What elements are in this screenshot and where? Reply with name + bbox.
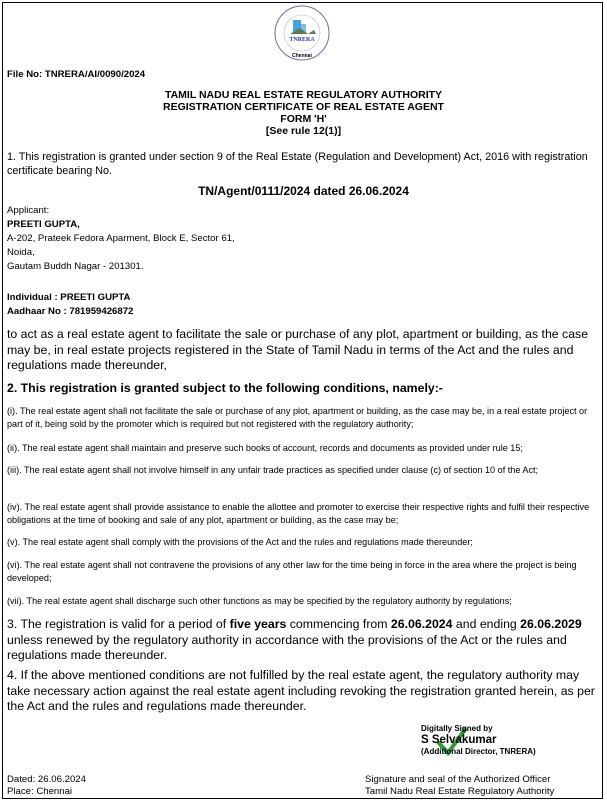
address-line: Noida,: [7, 247, 35, 258]
address-line: A-202, Prateek Fedora Aparment, Block E, Sector 61,: [7, 233, 235, 244]
title-line: TAMIL NADU REAL ESTATE REGULATORY AUTHORITY: [164, 89, 443, 101]
place: Place: Chennai: [7, 786, 73, 797]
validity-paragraph: [7, 617, 597, 664]
individual-name: Individual : PREETI GUPTA: [7, 292, 131, 303]
tnrera-logo: [266, 2, 338, 66]
file-number: File No: TNRERA/AI/0090/2024: [7, 69, 146, 80]
authorized-signature-block: [365, 774, 554, 798]
dated: Dated: 26.06.2024: [7, 774, 86, 785]
text: 3. The registration is valid for a period of: [7, 617, 230, 631]
aadhaar-number: Aadhaar No : 781959426872: [7, 306, 134, 317]
signature-label: Signature and seal of the Authorized Officer: [365, 774, 551, 785]
svg-text:TNRERA: TNRERA: [289, 37, 315, 43]
certificate-title: [0, 89, 607, 137]
digital-signature: [421, 724, 536, 757]
condition-item: (ii). The real estate agent shall maintain and preserve such books of account, records and documents as provided under rule 15;: [7, 443, 523, 453]
title-line: REGISTRATION CERTIFICATE OF REAL ESTATE AGENT: [163, 101, 444, 113]
applicant-name: PREETI GUPTA,: [7, 219, 80, 230]
applicant-label: Applicant:: [7, 205, 50, 216]
condition-item: (i). The real estate agent shall not facilitate the sale or purchase of any plot, apartment or building, as the case may be, in a real estate project or part of it, being sold by the promoter which is required but not registered with the regulatory authority;: [7, 406, 588, 429]
signed-by-label: Digitally Signed by: [421, 724, 493, 733]
signature-org: Tamil Nadu Real Estate Regulatory Authority: [365, 786, 555, 797]
validity-period: five years: [229, 617, 287, 631]
registration-number: TN/Agent/0111/2024 dated 26.06.2024: [198, 184, 409, 198]
conditions-heading: 2. This registration is granted subject to the following conditions, namely:-: [7, 381, 443, 395]
signer-designation: (Additional Director, TNRERA): [421, 747, 536, 756]
condition-item: (vii). The real estate agent shall discharge such other functions as may be specified by the regulatory authority by regulations;: [7, 596, 512, 606]
registration-paragraph: 1. This registration is granted under section 9 of the Real Estate (Regulation and Development) Act, 2016 with registration certificate bearing No.: [7, 151, 588, 177]
condition-item: (iii). The real estate agent shall not involve himself in any unfair trade practices as specified under clause (c) of section 10 of the Act;: [7, 465, 539, 475]
title-line: FORM 'H': [280, 113, 327, 125]
condition-item: (v). The real estate agent shall comply with the provisions of the Act and the rules and regulations made thereunder;: [7, 537, 473, 547]
individual-block: [7, 291, 597, 319]
svg-text:Chennai: Chennai: [292, 53, 312, 59]
date-place: [7, 774, 86, 798]
address-line: Gautam Buddh Nagar - 201301.: [7, 261, 144, 272]
text: commencing from: [286, 617, 391, 631]
revocation-paragraph: 4. If the above mentioned conditions are not fulfilled by the real estate agent, the regulatory authority may take necessary action against the real estate agent including revoking the registration granted herein, as per the Act and the rules and regulations made thereunder.: [7, 668, 595, 714]
start-date: 26.06.2024: [390, 617, 453, 631]
signer-name: S Selvakumar: [421, 734, 497, 746]
applicant-block: [7, 204, 597, 274]
text: unless renewed by the regulatory authority in accordance with the provisions of the Act or the rules and regulations made thereunder.: [7, 632, 567, 663]
title-line: [See rule 12(1)]: [265, 125, 342, 137]
condition-item: (vi). The real estate agent shall not contravene the provisions of any other law for the time being in force in the area where the project is being developed;: [7, 560, 577, 583]
text: and ending: [452, 617, 521, 631]
act-paragraph: to act as a real estate agent to facilitate the sale or purchase of any plot, apartment or building, as the case may be, in real estate projects registered in the State of Tamil Nadu in terms of the Act and the rules and regulations made thereunder,: [7, 327, 589, 373]
end-date: 26.06.2029: [520, 617, 582, 631]
condition-item: (iv). The real estate agent shall provide assistance to enable the allottee and promoter to exercise their respective rights and fulfil their respective obligations at the time of booking and sale of any plot, apartment or building, as the case may be;: [7, 502, 590, 525]
